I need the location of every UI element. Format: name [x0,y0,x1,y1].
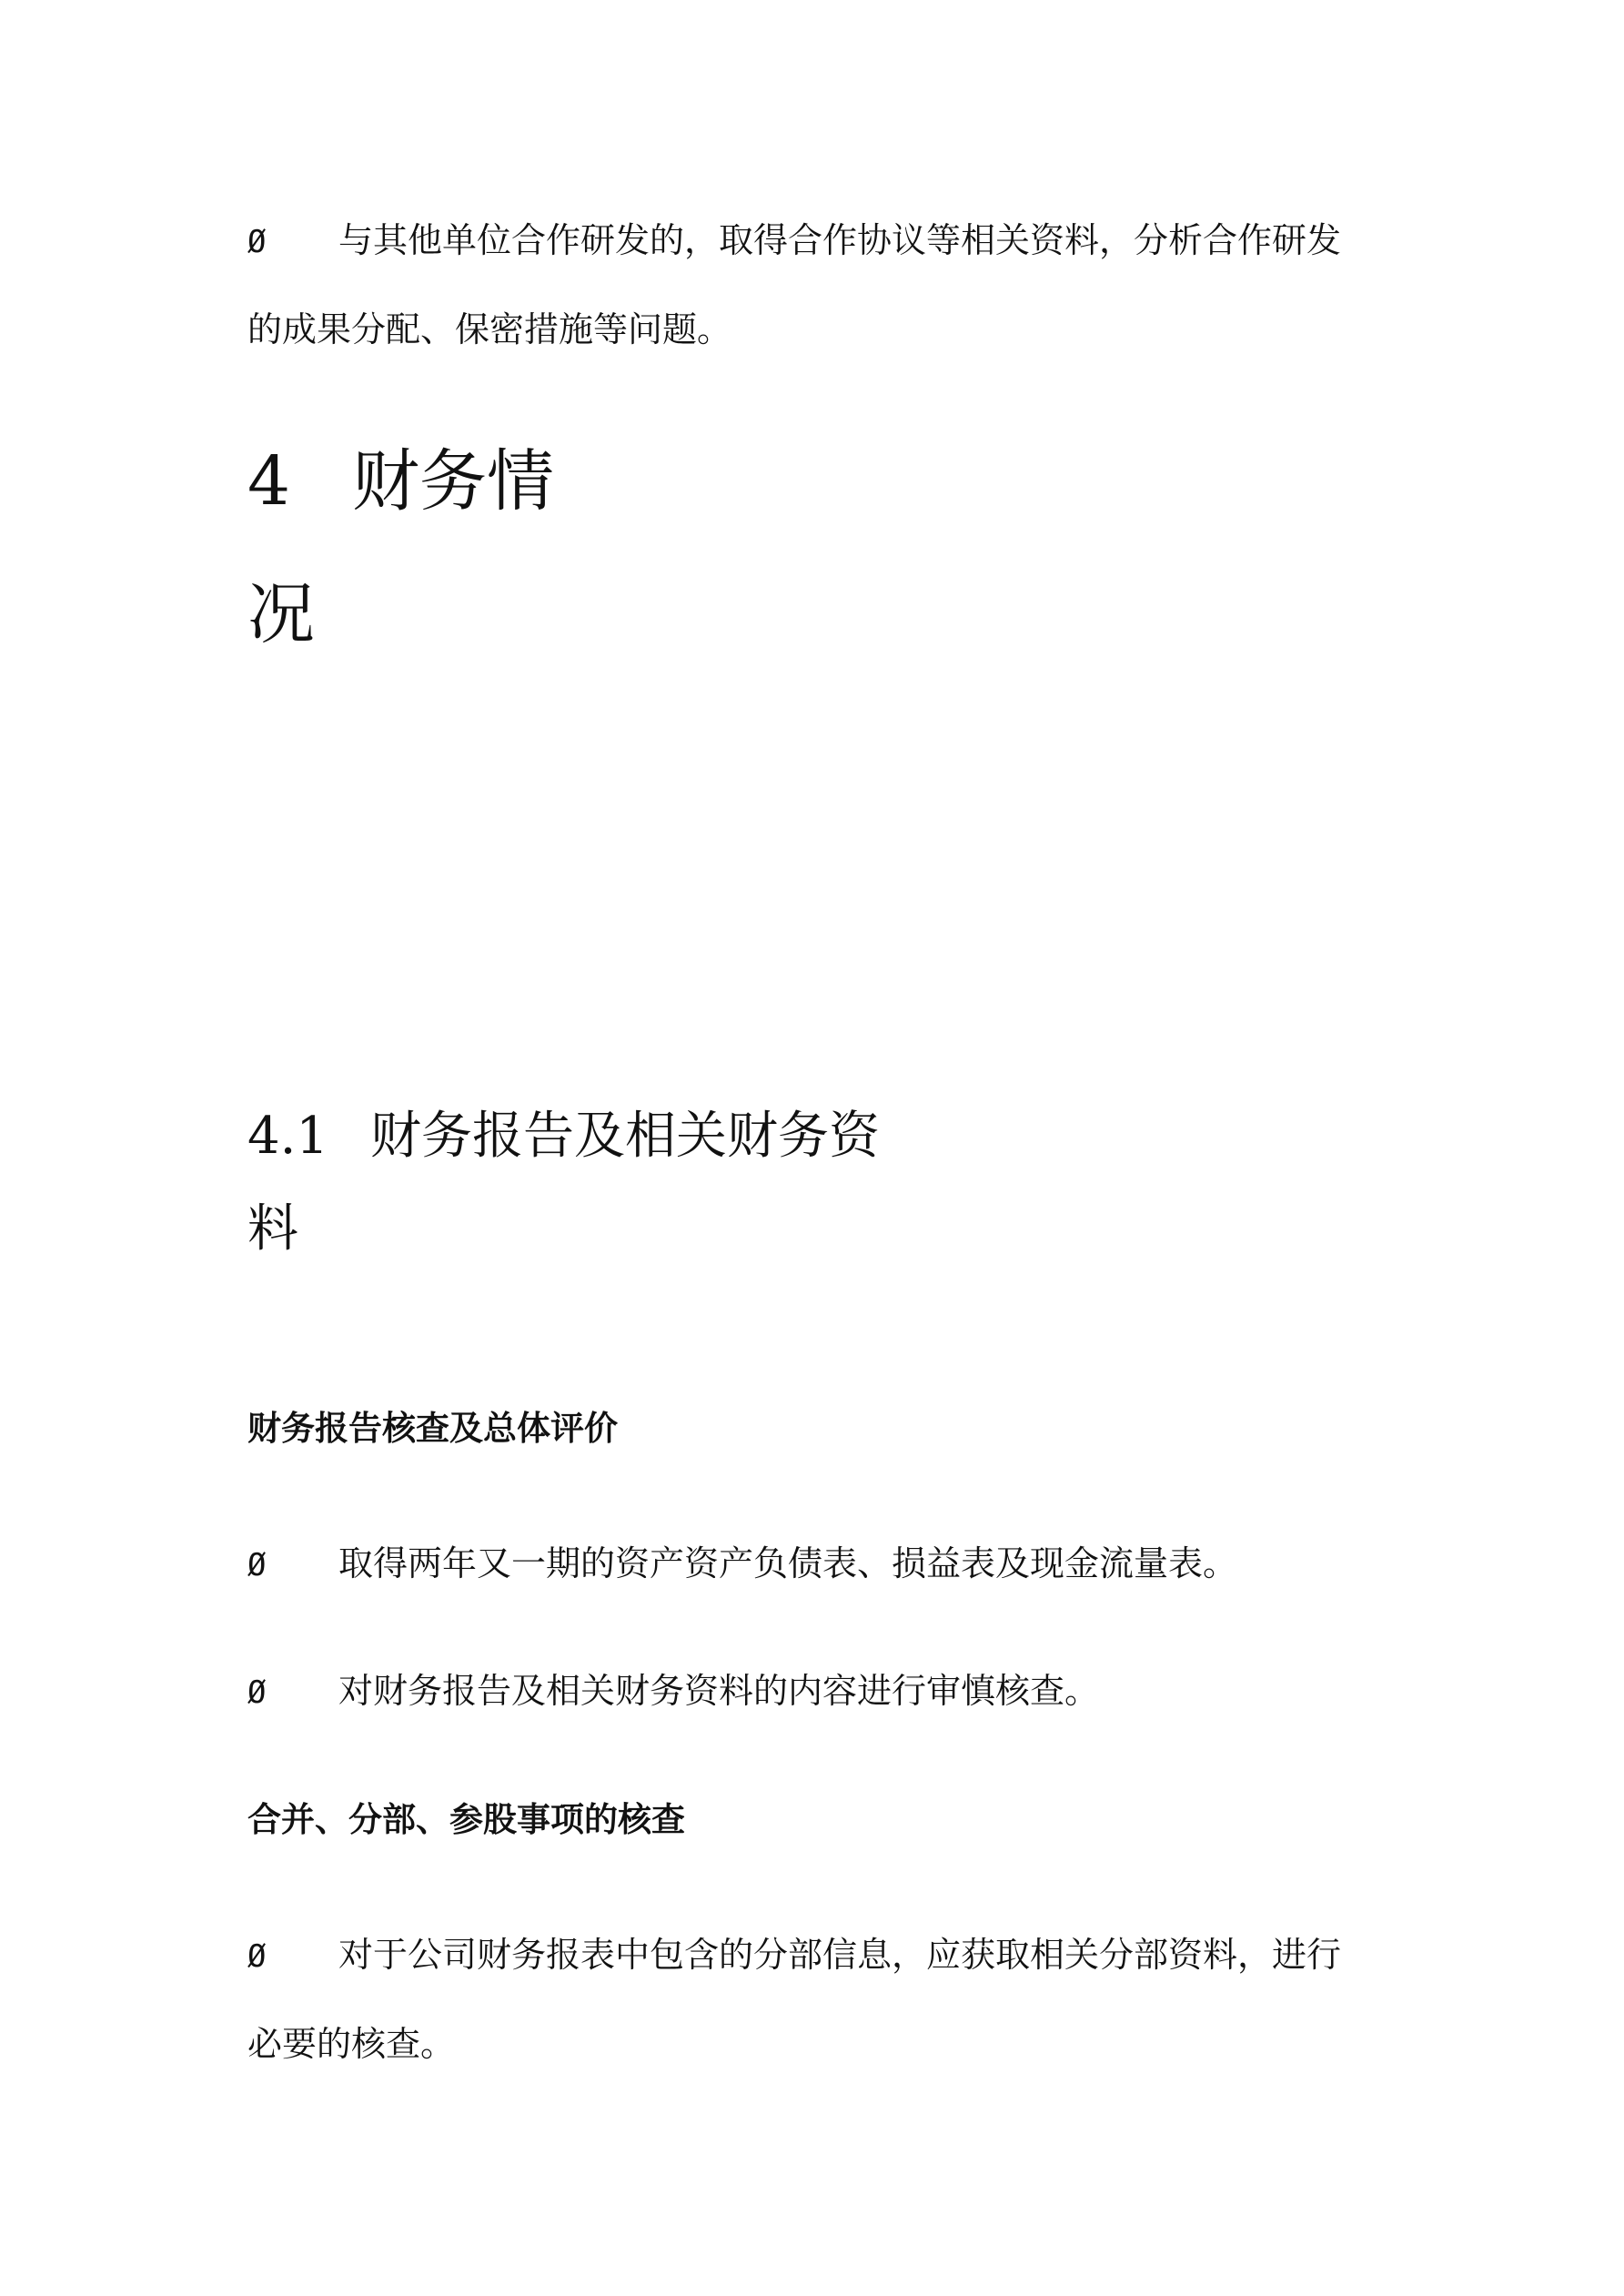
heading-line [247,415,554,548]
heading-line [247,1090,880,1183]
list-item [247,1647,1099,1736]
cooperation-rnd-paragraph [247,197,1341,373]
paragraph-text: 对于公司财务报表中包含的分部信息，应获取相关分部资料，进行 [338,1935,1342,1975]
arrow-bullet-icon: Ø [247,1674,267,1711]
section-heading-4 [247,415,554,681]
list-item-text: 取得两年又一期的资产资产负债表、损益表及现金流量表。 [338,1543,1238,1583]
list-item-text: 对财务报告及相关财务资料的内容进行审慎核查。 [338,1671,1100,1711]
section-title-continued: 料 [247,1199,298,1259]
paragraph-line [247,1911,1341,2000]
paragraph-text: 必要的核查。 [247,2024,456,2064]
section-title-continued: 况 [247,575,315,653]
segment-info-paragraph [247,1911,1341,2088]
heading-line [247,1183,880,1276]
arrow-bullet-icon: Ø [247,1547,267,1583]
paragraph-line [247,2000,1341,2088]
section-title: 财务情 [352,442,554,521]
heading-line [247,548,554,681]
paragraph-text: 的成果分配、保密措施等问题。 [247,309,732,349]
subsection-heading-review: 财务报告核查及总体评价 [247,1409,618,1448]
paragraph-line [247,286,1341,373]
section-number: 4.1 [247,1107,329,1166]
section-heading-4-1 [247,1090,880,1276]
arrow-bullet-icon: Ø [247,224,267,260]
section-number: 4 [247,442,291,521]
subsection-heading-merge: 合并、分部、参股事项的核查 [247,1800,685,1839]
paragraph-text: 与其他单位合作研发的，取得合作协议等相关资料，分析合作研发 [338,220,1342,260]
list-item [247,1520,1237,1609]
section-title: 财务报告及相关财务资 [370,1107,880,1166]
paragraph-line [247,197,1341,286]
arrow-bullet-icon: Ø [247,1938,267,1975]
